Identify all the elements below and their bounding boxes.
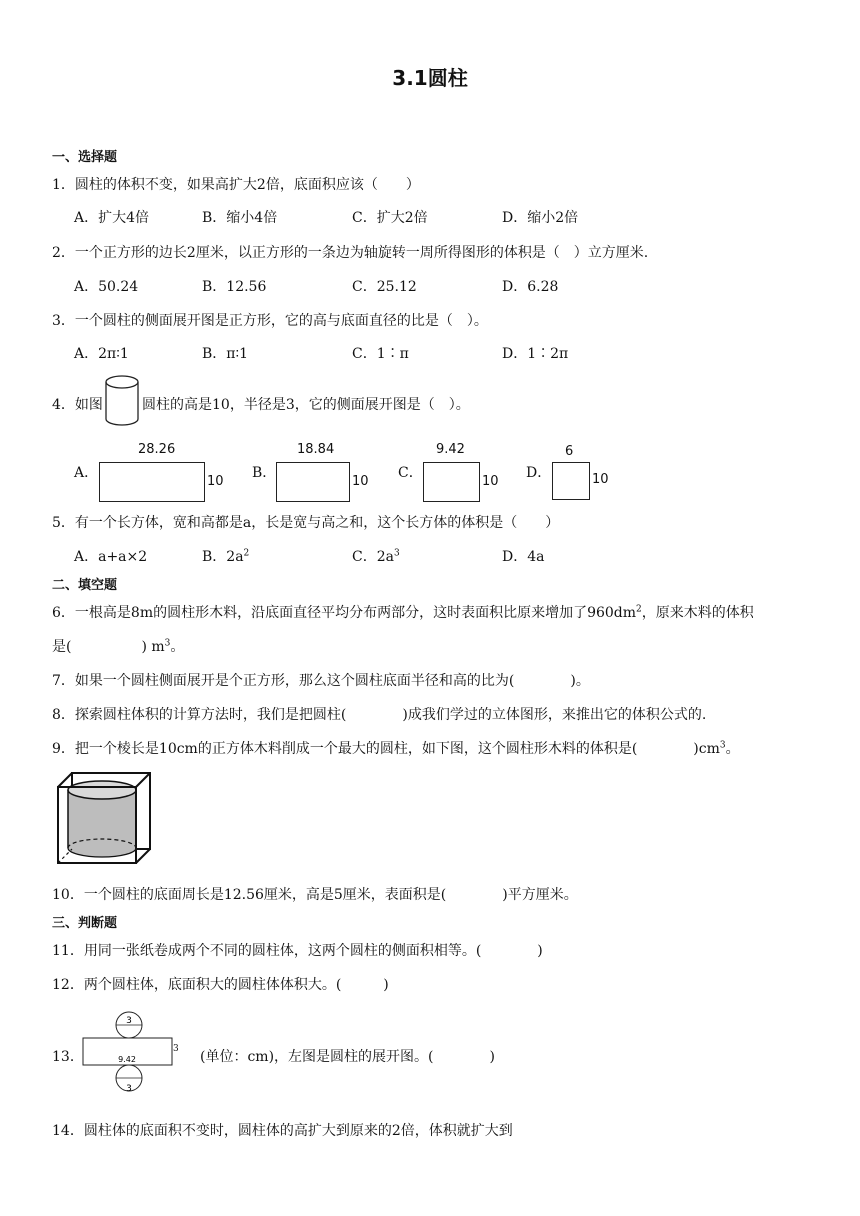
q3-option-d: D．1∶2π (502, 346, 569, 362)
question-9: 9．把一个棱长是10cm的正方体木料削成一个最大的圆柱，如下图，这个圆柱形木料的体积是( )$cm^3$。 (52, 740, 740, 757)
question-4-prefix: 4．如图 (52, 397, 103, 413)
net-side-label: 3 (173, 1044, 179, 1054)
question-8: 8．探索圆柱体积的计算方法时，我们是把圆柱( )成我们学过的立体图形，来推出它的体积公式的. (52, 707, 707, 723)
q4-option-b: B． (252, 465, 277, 481)
q4-option-c: C． (398, 465, 423, 481)
q4-b-height-label: 10 (352, 474, 369, 489)
q4-a-width-label: 28.26 (138, 442, 176, 457)
q3-option-b: B．π∶1 (202, 346, 249, 362)
q5-option-c: C．$2a^3$ (352, 548, 400, 565)
q4-d-height-label: 10 (592, 472, 609, 487)
question-12: 12．两个圆柱体，底面积大的圆柱体体积大。( ) (52, 977, 389, 993)
net-bottom-circle-label: 3 (126, 1084, 132, 1094)
q4-a-height-label: 10 (207, 474, 224, 489)
q4-option-a: A． (74, 465, 99, 481)
question-1: 1．圆柱的体积不变，如果高扩大2倍，底面积应该（ ） (52, 177, 420, 193)
question-4-text: 圆柱的高是10，半径是3，它的侧面展开图是（ ）。 (142, 397, 470, 413)
q4-b-rectangle (276, 462, 350, 502)
q4-a-rectangle (99, 462, 205, 502)
section-heading-judge: 三、判断题 (52, 916, 118, 931)
question-7: 7．如果一个圆柱侧面展开是个正方形，那么这个圆柱底面半径和高的比为( )。 (52, 673, 590, 689)
section-heading-choice: 一、选择题 (52, 150, 118, 165)
cube-cylinder-figure (54, 770, 154, 866)
question-5: 5．有一个长方体，宽和高都是a，长是宽与高之和，这个长方体的体积是（ ） (52, 515, 560, 531)
q2-option-d: D．6.28 (502, 279, 559, 295)
net-top-circle-label: 3 (126, 1016, 132, 1026)
question-13-number: 13． (52, 1049, 84, 1065)
q4-option-d: D． (526, 465, 552, 481)
q4-d-width-label: 6 (565, 444, 574, 459)
question-14: 14．圆柱体的底面积不变时，圆柱体的高扩大到原来的2倍，体积就扩大到 (52, 1123, 513, 1139)
question-3: 3．一个圆柱的侧面展开图是正方形，它的高与底面直径的比是（ ）。 (52, 313, 488, 329)
cylinder-figure (103, 373, 141, 429)
question-13-text: (单位：cm)，左图是圆柱的展开图。( ) (200, 1049, 495, 1065)
question-11: 11．用同一张纸卷成两个不同的圆柱体，这两个圆柱的侧面积相等。( ) (52, 943, 543, 959)
q5-option-a: A．a+a×2 (74, 549, 148, 565)
q4-d-rectangle (552, 462, 590, 500)
q5-option-d: D．4a (502, 549, 545, 565)
q4-c-height-label: 10 (482, 474, 499, 489)
q2-option-a: A．50.24 (74, 279, 139, 295)
net-rect-label: 9.42 (118, 1055, 136, 1064)
q2-option-b: B．12.56 (202, 279, 267, 295)
cylinder-net-figure (80, 1010, 180, 1096)
q4-b-width-label: 18.84 (297, 442, 335, 457)
q1-option-a: A．扩大4倍 (74, 210, 150, 226)
q3-option-a: A．2π∶1 (74, 346, 129, 362)
q1-option-b: B．缩小4倍 (202, 210, 278, 226)
question-2: 2．一个正方形的边长2厘米，以正方形的一条边为轴旋转一周所得图形的体积是（ ）立方厘米. (52, 245, 649, 261)
q1-option-c: C．扩大2倍 (352, 210, 428, 226)
question-6-line-1: 6．一根高是8m的圆柱形木料，沿底面直径平均分布两部分，这时表面积比原来增加了$960dm^2$，原来木料的体积 (52, 604, 754, 621)
q1-option-d: D．缩小2倍 (502, 210, 579, 226)
q3-option-c: C．1∶π (352, 346, 409, 362)
question-10: 10．一个圆柱的底面周长是12.56厘米，高是5厘米，表面积是( )平方厘米。 (52, 887, 578, 903)
q2-option-c: C．25.12 (352, 279, 417, 295)
q4-c-width-label: 9.42 (436, 442, 465, 457)
section-heading-fill: 二、填空题 (52, 578, 118, 593)
q5-option-b: B．$2a^2$ (202, 548, 250, 565)
q4-c-rectangle (423, 462, 480, 502)
question-6-line-2: 是( ) $m^3$。 (52, 638, 185, 655)
page-title: 3.1圆柱 (392, 66, 468, 90)
